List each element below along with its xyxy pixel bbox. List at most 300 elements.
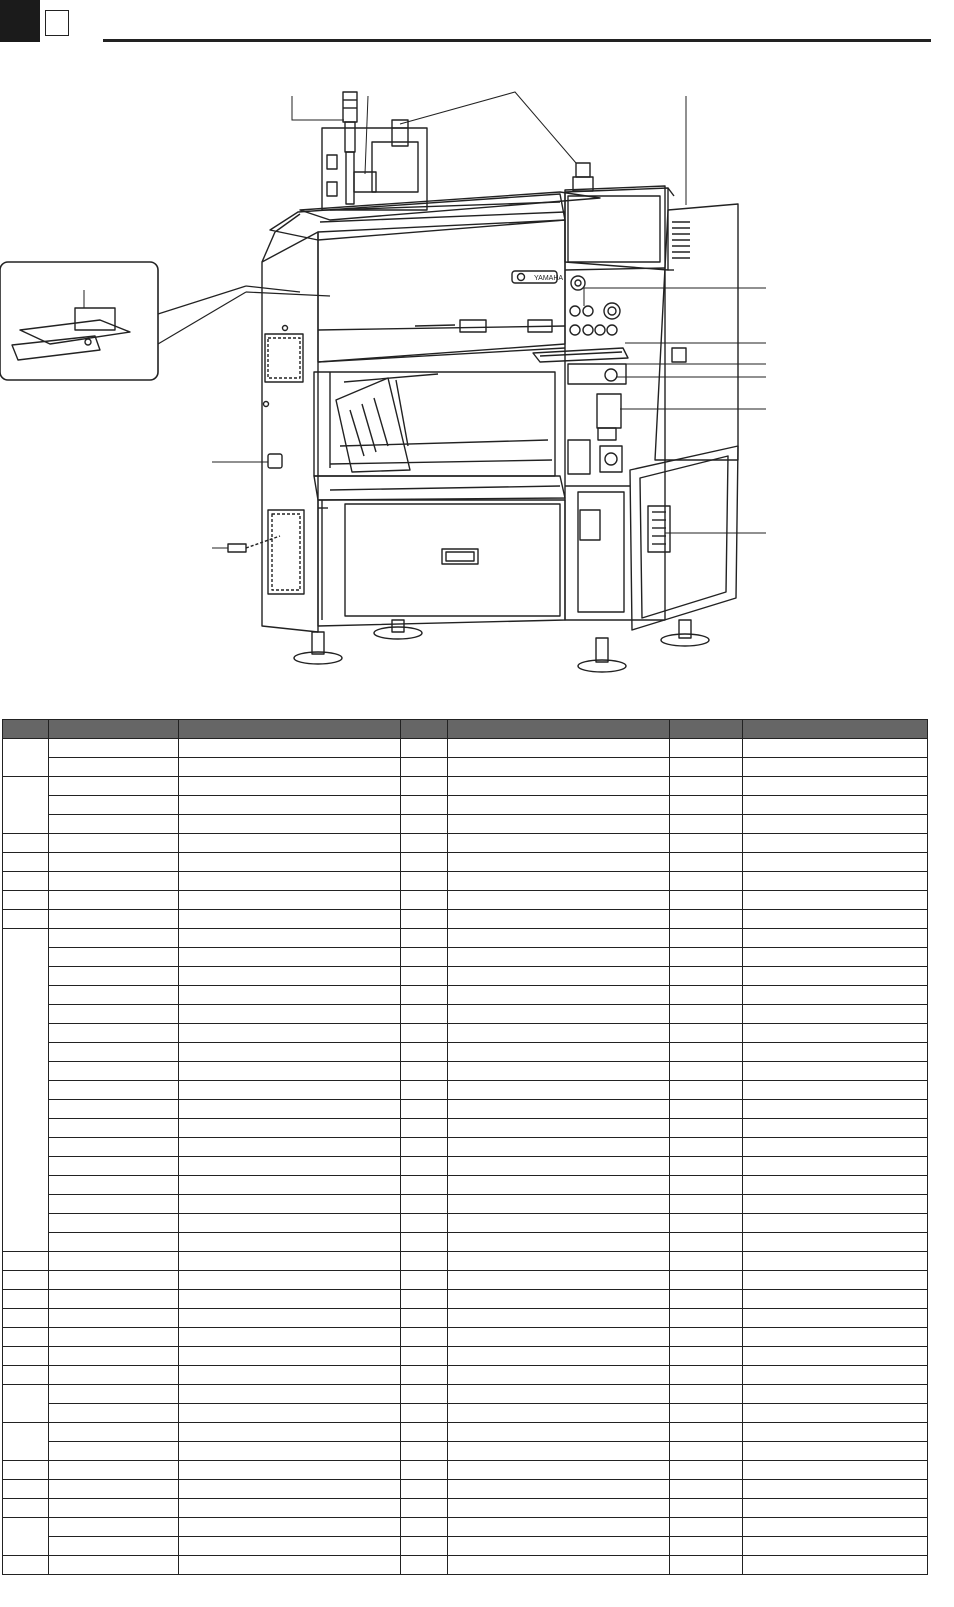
table-cell: [448, 1062, 670, 1081]
table-row: [3, 1195, 928, 1214]
table-cell: [3, 1480, 49, 1499]
table-cell: [49, 1138, 179, 1157]
table-cell: [401, 1138, 448, 1157]
table-cell: [401, 1024, 448, 1043]
table-cell: [401, 1271, 448, 1290]
table-cell: [743, 1252, 928, 1271]
table-cell: [743, 1176, 928, 1195]
table-cell: [448, 1480, 670, 1499]
table-cell: [3, 739, 49, 777]
table-cell: [49, 1100, 179, 1119]
table-cell: [401, 1480, 448, 1499]
table-cell: [743, 1024, 928, 1043]
table-cell: [743, 853, 928, 872]
table-cell: [179, 777, 401, 796]
table-row: [3, 1366, 928, 1385]
table-cell: [401, 739, 448, 758]
table-cell: [670, 1024, 743, 1043]
table-cell: [448, 1081, 670, 1100]
table-cell: [49, 1252, 179, 1271]
table-cell: [49, 1328, 179, 1347]
leveling-feet: [294, 620, 709, 672]
table-cell: [670, 815, 743, 834]
table-cell: [670, 853, 743, 872]
table-cell: [401, 1157, 448, 1176]
table-cell: [448, 796, 670, 815]
table-cell: [448, 815, 670, 834]
table-row: [3, 1024, 928, 1043]
table-cell: [670, 986, 743, 1005]
table-cell: [3, 1461, 49, 1480]
table-row: [3, 1499, 928, 1518]
chapter-tab: [0, 0, 40, 42]
table-cell: [670, 796, 743, 815]
table-cell: [179, 1518, 401, 1537]
table-row: [3, 910, 928, 929]
table-cell: [49, 948, 179, 967]
table-row: [3, 815, 928, 834]
table-cell: [401, 1119, 448, 1138]
table-cell: [448, 1252, 670, 1271]
table-cell: [3, 1347, 49, 1366]
table-row: [3, 986, 928, 1005]
table-cell: [401, 1233, 448, 1252]
table-cell: [448, 853, 670, 872]
table-row: [3, 1404, 928, 1423]
table-cell: [49, 853, 179, 872]
table-cell: [179, 910, 401, 929]
table-cell: [670, 1328, 743, 1347]
table-cell: [49, 1043, 179, 1062]
table-cell: [743, 1328, 928, 1347]
table-cell: [448, 758, 670, 777]
table-cell: [670, 1043, 743, 1062]
table-cell: [3, 834, 49, 853]
table-cell: [401, 948, 448, 967]
table-cell: [670, 929, 743, 948]
table-cell: [670, 1271, 743, 1290]
table-cell: [3, 1309, 49, 1328]
table-cell: [49, 872, 179, 891]
table-cell: [179, 1556, 401, 1575]
table-cell: [743, 1385, 928, 1404]
table-cell: [179, 1347, 401, 1366]
table-cell: [179, 1024, 401, 1043]
table-row: [3, 967, 928, 986]
table-cell: [448, 1195, 670, 1214]
table-cell: [743, 948, 928, 967]
table-cell: [448, 1556, 670, 1575]
table-cell: [743, 910, 928, 929]
table-cell: [179, 1290, 401, 1309]
table-cell: [49, 1024, 179, 1043]
table-cell: [448, 739, 670, 758]
table-row: [3, 1290, 928, 1309]
table-cell: [49, 1347, 179, 1366]
table-row: [3, 1214, 928, 1233]
table-cell: [3, 1328, 49, 1347]
table-cell: [401, 986, 448, 1005]
table-cell: [743, 1404, 928, 1423]
table-cell: [401, 1328, 448, 1347]
table-cell: [49, 758, 179, 777]
table-cell: [401, 1005, 448, 1024]
table-cell: [670, 777, 743, 796]
table-cell: [448, 872, 670, 891]
table-cell: [448, 1461, 670, 1480]
table-cell: [448, 891, 670, 910]
table-row: [3, 853, 928, 872]
table-cell: [179, 1005, 401, 1024]
table-row: [3, 1461, 928, 1480]
table-cell: [448, 1347, 670, 1366]
table-cell: [401, 1366, 448, 1385]
table-row: [3, 1176, 928, 1195]
table-cell: [670, 910, 743, 929]
table-cell: [3, 1423, 49, 1461]
table-cell: [743, 1157, 928, 1176]
table-cell: [179, 1423, 401, 1442]
table-cell: [49, 986, 179, 1005]
table-cell: [401, 777, 448, 796]
table-cell: [401, 1290, 448, 1309]
table-cell: [448, 1499, 670, 1518]
table-row: [3, 1252, 928, 1271]
table-cell: [670, 1347, 743, 1366]
table-row: [3, 1233, 928, 1252]
table-cell: [448, 1290, 670, 1309]
table-row: [3, 1385, 928, 1404]
table-cell: [401, 834, 448, 853]
table-cell: [3, 1252, 49, 1271]
table-row: [3, 739, 928, 758]
table-cell: [179, 796, 401, 815]
table-row: [3, 872, 928, 891]
table-cell: [448, 1005, 670, 1024]
table-cell: [448, 1537, 670, 1556]
table-cell: [670, 1290, 743, 1309]
table-cell: [3, 1518, 49, 1556]
table-cell: [743, 815, 928, 834]
table-cell: [670, 1005, 743, 1024]
table-row: [3, 891, 928, 910]
table-cell: [743, 929, 928, 948]
table-cell: [670, 1062, 743, 1081]
table-cell: [670, 1157, 743, 1176]
signal-tower-left: [343, 92, 357, 204]
table-cell: [179, 1252, 401, 1271]
table-cell: [670, 1366, 743, 1385]
table-cell: [743, 777, 928, 796]
table-cell: [179, 1442, 401, 1461]
table-cell: [448, 1119, 670, 1138]
table-cell: [49, 1423, 179, 1442]
table-cell: [401, 1423, 448, 1442]
table-cell: [670, 1233, 743, 1252]
table-cell: [670, 1138, 743, 1157]
table-cell: [743, 1271, 928, 1290]
table-cell: [179, 1119, 401, 1138]
table-cell: [401, 1214, 448, 1233]
table-cell: [743, 1499, 928, 1518]
table-cell: [743, 1461, 928, 1480]
table-row: [3, 1157, 928, 1176]
table-cell: [743, 739, 928, 758]
table-cell: [670, 948, 743, 967]
table-cell: [670, 834, 743, 853]
table-cell: [670, 1480, 743, 1499]
table-cell: [743, 796, 928, 815]
table-row: [3, 1423, 928, 1442]
table-cell: [49, 929, 179, 948]
table-row: [3, 777, 928, 796]
table-header-row: [3, 720, 928, 739]
table-cell: [49, 891, 179, 910]
table-cell: [179, 1043, 401, 1062]
table-cell: [670, 1461, 743, 1480]
table-cell: [743, 1100, 928, 1119]
table-cell: [49, 1233, 179, 1252]
table-cell: [401, 891, 448, 910]
table-row: [3, 1271, 928, 1290]
table-cell: [401, 796, 448, 815]
table-cell: [179, 1195, 401, 1214]
table-cell: [743, 891, 928, 910]
table-cell: [179, 1480, 401, 1499]
table-cell: [448, 1157, 670, 1176]
table-cell: [448, 1518, 670, 1537]
table-cell: [401, 1385, 448, 1404]
table-cell: [179, 758, 401, 777]
table-cell: [49, 1480, 179, 1499]
table-cell: [743, 1480, 928, 1499]
table-cell: [179, 948, 401, 967]
table-cell: [401, 1556, 448, 1575]
table-cell: [448, 967, 670, 986]
table-cell: [401, 758, 448, 777]
spec-table: [2, 719, 928, 1575]
machine-illustration: [0, 80, 954, 680]
table-cell: [448, 1404, 670, 1423]
table-cell: [670, 891, 743, 910]
table-cell: [49, 1385, 179, 1404]
table-cell: [179, 929, 401, 948]
table-cell: [3, 1385, 49, 1423]
table-cell: [49, 1195, 179, 1214]
table-cell: [448, 1214, 670, 1233]
table-cell: [49, 1442, 179, 1461]
table-cell: [670, 1214, 743, 1233]
table-cell: [49, 1176, 179, 1195]
table-row: [3, 1138, 928, 1157]
table-cell: [179, 1499, 401, 1518]
table-cell: [448, 910, 670, 929]
table-cell: [448, 1233, 670, 1252]
table-cell: [179, 891, 401, 910]
table-cell: [448, 777, 670, 796]
table-cell: [49, 777, 179, 796]
callout-leaders: [84, 92, 766, 548]
table-cell: [448, 1176, 670, 1195]
table-cell: [743, 1043, 928, 1062]
table-cell: [401, 967, 448, 986]
table-cell: [448, 929, 670, 948]
table-cell: [743, 1138, 928, 1157]
table-row: [3, 1100, 928, 1119]
table-cell: [743, 1005, 928, 1024]
table-cell: [670, 1518, 743, 1537]
table-cell: [670, 872, 743, 891]
table-cell: [3, 891, 49, 910]
table-cell: [49, 1556, 179, 1575]
table-cell: [743, 1081, 928, 1100]
table-cell: [670, 1081, 743, 1100]
table-cell: [743, 1062, 928, 1081]
table-cell: [49, 1499, 179, 1518]
table-cell: [743, 1233, 928, 1252]
table-cell: [179, 1157, 401, 1176]
table-cell: [670, 1537, 743, 1556]
table-cell: [179, 1214, 401, 1233]
table-header-cell: [670, 720, 743, 739]
table-cell: [179, 1176, 401, 1195]
table-cell: [670, 1119, 743, 1138]
spec-table-body: [3, 739, 928, 1575]
table-row: [3, 1556, 928, 1575]
header-rule: [103, 39, 931, 42]
table-cell: [179, 1081, 401, 1100]
table-cell: [49, 796, 179, 815]
table-cell: [401, 853, 448, 872]
table-cell: [743, 834, 928, 853]
table-cell: [179, 1385, 401, 1404]
table-cell: [401, 1309, 448, 1328]
table-cell: [179, 1271, 401, 1290]
table-header-cell: [179, 720, 401, 739]
table-cell: [401, 1537, 448, 1556]
table-cell: [179, 872, 401, 891]
table-cell: [49, 1214, 179, 1233]
table-cell: [448, 986, 670, 1005]
table-cell: [179, 1062, 401, 1081]
table-cell: [179, 834, 401, 853]
table-row: [3, 758, 928, 777]
table-cell: [49, 1461, 179, 1480]
table-cell: [49, 1081, 179, 1100]
table-cell: [401, 815, 448, 834]
table-cell: [49, 815, 179, 834]
table-cell: [743, 1537, 928, 1556]
table-row: [3, 1043, 928, 1062]
table-cell: [3, 929, 49, 1252]
table-row: [3, 1442, 928, 1461]
table-cell: [670, 1499, 743, 1518]
table-cell: [401, 1062, 448, 1081]
table-cell: [49, 1005, 179, 1024]
table-row: [3, 929, 928, 948]
table-cell: [670, 1556, 743, 1575]
brand-plate-text: YAMAHA: [534, 275, 564, 282]
table-cell: [179, 1309, 401, 1328]
table-cell: [401, 1081, 448, 1100]
table-cell: [401, 910, 448, 929]
table-cell: [743, 1518, 928, 1537]
table-cell: [401, 1195, 448, 1214]
table-row: [3, 1347, 928, 1366]
table-cell: [670, 1176, 743, 1195]
table-cell: [743, 1309, 928, 1328]
table-cell: [179, 1366, 401, 1385]
table-cell: [179, 1328, 401, 1347]
table-cell: [670, 1442, 743, 1461]
table-cell: [743, 1366, 928, 1385]
table-cell: [448, 1100, 670, 1119]
table-cell: [670, 1195, 743, 1214]
table-cell: [670, 1309, 743, 1328]
table-cell: [49, 1119, 179, 1138]
table-cell: [49, 910, 179, 929]
table-cell: [670, 758, 743, 777]
table-header-cell: [3, 720, 49, 739]
table-cell: [179, 1461, 401, 1480]
table-cell: [743, 1119, 928, 1138]
table-row: [3, 1537, 928, 1556]
table-cell: [448, 1442, 670, 1461]
table-cell: [743, 758, 928, 777]
table-row: [3, 1309, 928, 1328]
table-cell: [448, 1309, 670, 1328]
table-cell: [179, 1233, 401, 1252]
table-cell: [401, 1176, 448, 1195]
table-cell: [448, 1328, 670, 1347]
table-cell: [3, 1366, 49, 1385]
table-cell: [670, 1252, 743, 1271]
table-cell: [743, 1423, 928, 1442]
table-cell: [49, 1157, 179, 1176]
table-cell: [3, 1556, 49, 1575]
table-cell: [448, 1043, 670, 1062]
table-cell: [179, 1537, 401, 1556]
table-cell: [3, 872, 49, 891]
table-cell: [401, 1252, 448, 1271]
table-cell: [401, 1499, 448, 1518]
table-cell: [3, 1499, 49, 1518]
table-cell: [448, 948, 670, 967]
table-row: [3, 1119, 928, 1138]
table-cell: [743, 1556, 928, 1575]
table-cell: [3, 910, 49, 929]
table-cell: [448, 1024, 670, 1043]
table-cell: [401, 1518, 448, 1537]
table-cell: [401, 1442, 448, 1461]
table-row: [3, 1328, 928, 1347]
table-cell: [401, 929, 448, 948]
table-cell: [179, 1404, 401, 1423]
table-row: [3, 1480, 928, 1499]
table-cell: [3, 853, 49, 872]
table-header-cell: [49, 720, 179, 739]
table-cell: [49, 1309, 179, 1328]
table-cell: [3, 1290, 49, 1309]
table-cell: [743, 872, 928, 891]
table-row: [3, 1518, 928, 1537]
table-cell: [401, 1461, 448, 1480]
table-cell: [743, 1290, 928, 1309]
table-cell: [401, 1100, 448, 1119]
table-header-cell: [743, 720, 928, 739]
table-cell: [743, 1195, 928, 1214]
table-cell: [49, 1366, 179, 1385]
